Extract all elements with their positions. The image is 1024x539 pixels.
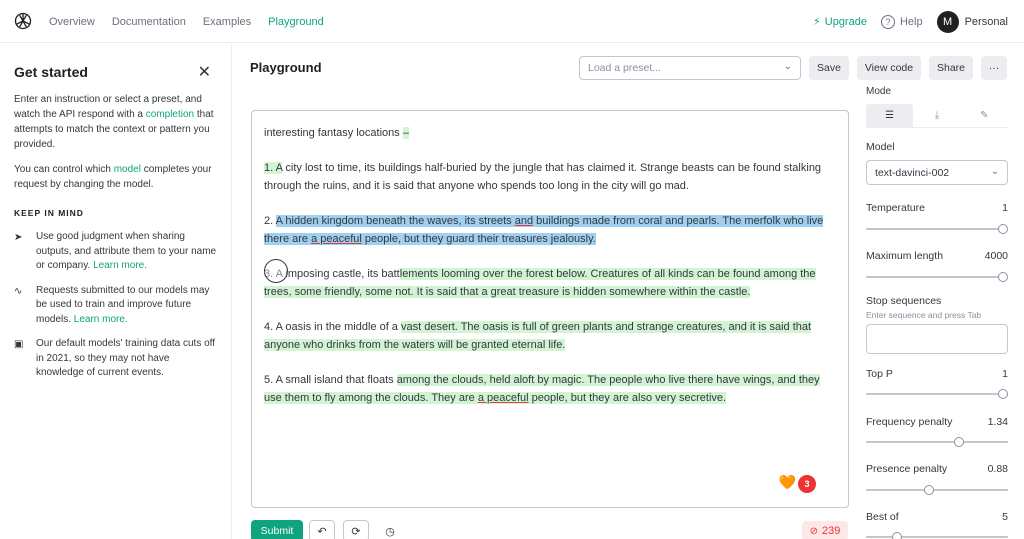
close-icon[interactable]: ✕ (197, 64, 211, 81)
model-text-1: You can control which (14, 164, 111, 175)
calendar-icon: ▣ (14, 339, 24, 350)
edit-mode-icon[interactable]: ✎ (980, 110, 989, 121)
completion-paragraph (264, 265, 836, 301)
save-button[interactable]: Save (809, 56, 849, 80)
completion-paragraph (264, 371, 836, 407)
prompt-line (264, 124, 836, 142)
presence-penalty-value[interactable]: 0.88 (987, 463, 1008, 475)
presence-penalty-slider[interactable] (866, 485, 1008, 495)
learn-more-link[interactable]: Learn more. (73, 313, 128, 325)
nav-playground[interactable]: Playground (268, 15, 324, 28)
upgrade-link[interactable] (813, 15, 867, 28)
submit-button[interactable]: Submit (251, 520, 303, 539)
best-of-label: Best of (866, 511, 899, 523)
cursor-indicator (264, 259, 288, 283)
completion-text: 4. A oasis in the middle of a (264, 321, 401, 333)
share-button[interactable]: Share (929, 56, 973, 80)
grammar-badge[interactable]: 3 (798, 475, 816, 493)
openai-logo-icon[interactable] (13, 11, 33, 31)
completion-text: city lost to time, its buildings half-buried by the jungle that has claimed it. Strange beasts can be found stalking through the ruins, and it is said that anyone who spends too long in the city will go mad. (264, 162, 822, 192)
token-count (802, 521, 848, 539)
preset-placeholder: Load a preset... (588, 62, 661, 74)
tip-item (14, 284, 217, 328)
tip-text: Use good judgment when sharing outputs, and attribute them to your name or company. (36, 231, 217, 271)
slider-thumb[interactable] (998, 389, 1008, 399)
tip-item (14, 337, 217, 381)
completion-text: among the clouds, held aloft by magic. The people who live there have wings, and they use them to fly among the clouds. They are (264, 374, 820, 404)
completion-paragraph (264, 159, 836, 195)
page-title: Playground (250, 60, 322, 75)
best-of-slider[interactable] (866, 532, 1008, 539)
slider-track (866, 536, 1008, 538)
frequency-penalty-value[interactable]: 1.34 (987, 416, 1008, 428)
model-value: text-davinci-002 (875, 167, 950, 179)
history-icon[interactable]: ◷ (377, 520, 403, 539)
stop-sequences-label: Stop sequences (866, 295, 942, 307)
tip-item (14, 230, 217, 274)
slider-thumb[interactable] (998, 224, 1008, 234)
insert-mode-icon[interactable]: ⤓ (934, 110, 940, 121)
temperature-label: Temperature (866, 202, 925, 214)
account-label: Personal (964, 15, 1008, 28)
top-navigation (0, 0, 1024, 43)
help-icon: ? (881, 15, 895, 29)
completion-text: and (514, 215, 534, 227)
slider-track (866, 441, 1008, 443)
completion-text: 3. A imposing castle, its batt (264, 268, 400, 280)
prompt-text: interesting fantasy locations (264, 127, 400, 139)
temperature-value[interactable]: 1 (1002, 202, 1008, 214)
max-length-value[interactable]: 4000 (984, 250, 1008, 262)
completion-text: vast desert. The oasis is full of green plants and strange creatures, and it is said that anyone who drinks from the waters will be granted eternal life. (264, 321, 812, 351)
keep-in-mind-heading: KEEP IN MIND (14, 208, 84, 218)
view-code-button[interactable]: View code (857, 56, 921, 80)
best-of-value[interactable]: 5 (1002, 511, 1008, 523)
chevron-down-icon: ⌄ (990, 166, 999, 177)
slider-track (866, 228, 1008, 230)
completion-paragraph (264, 212, 836, 248)
bolt-icon: ⚡ (813, 16, 821, 28)
activity-icon: ∿ (14, 285, 23, 297)
slider-thumb[interactable] (954, 437, 964, 447)
completion-text: 2. (264, 215, 276, 227)
complete-mode-icon[interactable]: ☰ (866, 104, 913, 127)
completion-text: a peaceful (477, 392, 529, 404)
nav-overview[interactable]: Overview (49, 15, 95, 28)
playground-header (233, 44, 1024, 92)
completion-text: people, but they guard their treasures jealously. (361, 233, 596, 245)
model-text (14, 162, 217, 192)
temperature-slider[interactable] (866, 224, 1008, 234)
slider-track (866, 276, 1008, 278)
completion-text: 1. A (264, 162, 283, 174)
intro-text-1: Enter an instruction or select a preset, and watch the API respond with a (14, 94, 202, 120)
top-p-label: Top P (866, 368, 893, 380)
slider-thumb[interactable] (892, 532, 902, 539)
tip-text: Requests submitted to our models may be used to train and improve future models. (36, 284, 210, 325)
model-link[interactable]: model (113, 164, 141, 175)
send-icon: ➤ (14, 232, 23, 243)
completion-text: people, but they are also very secretive. (528, 392, 727, 404)
max-length-slider[interactable] (866, 272, 1008, 282)
avatar: M (937, 11, 959, 33)
stop-sequences-input[interactable] (866, 324, 1008, 354)
model-text-2: completes your request by changing the model. (14, 164, 212, 190)
undo-icon[interactable]: ↶ (309, 520, 335, 539)
heart-icon[interactable]: 🧡 (778, 474, 796, 490)
settings-panel (856, 86, 1024, 539)
completion-text: lements looming over the forest below. Creatures of all kinds can be found among the trees, some friendly, some not. It is said that a great treasure is hidden somewhere within the castle. (264, 268, 816, 298)
stop-sequences-hint: Enter sequence and press Tab (866, 310, 982, 320)
completion-text: buildings made from coral and pearls. The merfolk who live there are (264, 215, 824, 245)
alert-icon: ⊘ (809, 525, 819, 537)
nav-documentation[interactable]: Documentation (111, 15, 186, 28)
mode-label: Mode (866, 86, 892, 97)
mode-tabs (866, 104, 1008, 128)
model-label: Model (866, 141, 895, 153)
regenerate-icon[interactable]: ⟳ (343, 520, 369, 539)
presence-penalty-label: Presence penalty (866, 463, 948, 475)
help-label: Help (899, 15, 923, 28)
intro-text (14, 92, 217, 152)
learn-more-link[interactable]: Learn more. (93, 260, 147, 271)
top-p-value[interactable]: 1 (1002, 368, 1008, 380)
completion-text: 5. A small island that floats (264, 374, 397, 386)
completion-paragraph (264, 318, 836, 354)
prompt-editor[interactable] (251, 110, 849, 508)
slider-track (866, 393, 1008, 395)
help-link[interactable] (881, 15, 923, 29)
slider-track (866, 489, 1008, 491)
completion-text: A hidden kingdom beneath the waves, its streets (275, 215, 515, 227)
nav-examples[interactable]: Examples (202, 15, 252, 28)
chevron-down-icon: ⌄ (783, 61, 792, 72)
top-p-slider[interactable] (866, 389, 1008, 399)
more-options-button[interactable]: ··· (981, 56, 1007, 80)
slider-thumb[interactable] (924, 485, 934, 495)
tip-text: Our default models' training data cuts off in 2021, so they may not have knowledge of current events. (36, 338, 216, 378)
prompt-dash: – (402, 127, 409, 139)
token-count-value: 239 (822, 525, 841, 537)
intro-text-2: that attempts to match the context or pattern you provided. (14, 109, 214, 150)
max-length-label: Maximum length (866, 250, 944, 262)
slider-thumb[interactable] (998, 272, 1008, 282)
get-started-panel (0, 44, 232, 539)
upgrade-label: Upgrade (824, 15, 867, 28)
panel-title: Get started (14, 64, 88, 80)
frequency-penalty-slider[interactable] (866, 437, 1008, 447)
model-select[interactable] (866, 160, 1008, 185)
completion-text: a peaceful (311, 233, 362, 245)
frequency-penalty-label: Frequency penalty (866, 416, 953, 428)
preset-select[interactable] (579, 56, 801, 80)
account-menu[interactable] (937, 11, 1008, 33)
completion-link[interactable]: completion (145, 109, 195, 120)
